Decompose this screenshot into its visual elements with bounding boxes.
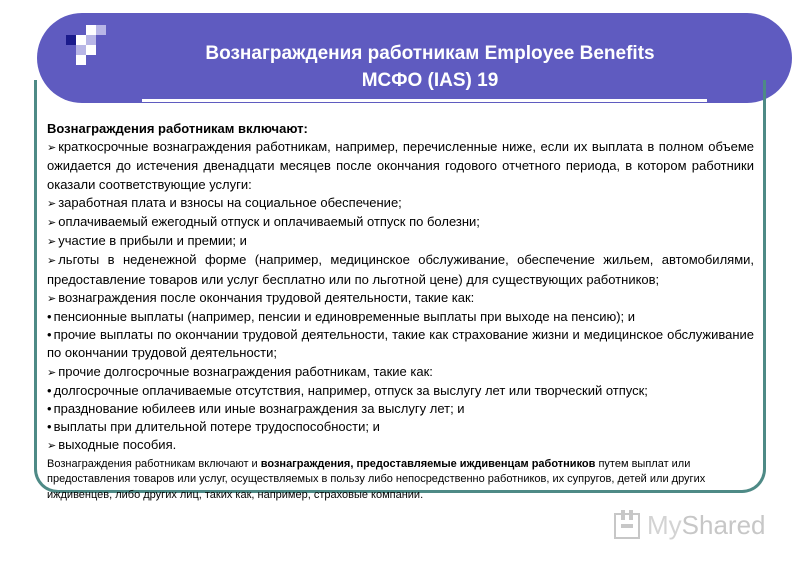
list-item <box>47 418 754 436</box>
list-item <box>47 251 754 288</box>
arrow-bullet-icon: ➢ <box>47 197 57 210</box>
list-item-text: краткосрочные вознаграждения работникам, например, перечисленные ниже, если их выплата в полном объеме ожидается до истечения двенадцати месяцев после окончания годового отчетного периода, в котором работники оказали соответствующие услуги: <box>47 139 754 192</box>
dot-bullet-icon: • <box>47 327 52 343</box>
title-line-2: МСФО (IAS) 19 <box>361 70 499 91</box>
watermark-logo-icon <box>613 508 643 542</box>
arrow-bullet-icon: ➢ <box>47 142 57 155</box>
dot-bullet-icon: • <box>47 309 52 325</box>
arrow-bullet-icon: ➢ <box>47 366 57 379</box>
list-item <box>47 363 754 382</box>
list-item-text: выходные пособия. <box>58 437 177 453</box>
watermark <box>613 508 768 542</box>
list-item <box>47 138 754 194</box>
arrow-bullet-icon: ➢ <box>47 217 57 230</box>
list-item <box>47 326 754 362</box>
list-item-text: прочие выплаты по окончании трудовой деятельности, такие как страхование жизни и медицинское обслуживание по окончании трудовой деятельности; <box>47 327 754 361</box>
list-item <box>47 400 754 418</box>
list-item-text: участие в прибыли и премии; и <box>58 233 247 249</box>
content-heading: Вознаграждения работникам включают: <box>47 121 308 136</box>
list-item-text: заработная плата и взносы на социальное обеспечение; <box>58 194 402 210</box>
arrow-bullet-icon: ➢ <box>47 440 57 453</box>
list-item-text: пенсионные выплаты (например, пенсии и единовременные выплаты при выходе на пенсию); и <box>53 309 636 325</box>
watermark-text: MyShared <box>647 510 766 540</box>
list-item-text: выплаты при длительной потере трудоспособности; и <box>53 419 380 435</box>
list-item-text: долгосрочные оплачиваемые отсутствия, например, отпуск за выслугу лет или творческий отпуск; <box>53 382 648 398</box>
list-item <box>47 308 754 326</box>
list-item <box>47 213 754 232</box>
list-item-text: празднование юбилеев или иные вознаграждения за выслугу лет; и <box>53 401 465 417</box>
dot-bullet-icon: • <box>47 382 52 398</box>
list-item <box>47 382 754 400</box>
list-item-text: льготы в неденежной форме (например, медицинское обслуживание, обеспечение жильем, автомобилями, предоставление товаров или услуг бесплатно или по льготной цене) для существующих работников; <box>47 252 754 287</box>
list-item <box>47 289 754 308</box>
arrow-bullet-icon: ➢ <box>47 255 57 268</box>
arrow-bullet-icon: ➢ <box>47 236 57 249</box>
title-line-1: Вознаграждения работникам Employee Benefits <box>205 43 655 64</box>
list-item <box>47 194 754 213</box>
list-item <box>47 232 754 251</box>
content-body <box>47 120 754 503</box>
list-item-text: прочие долгосрочные вознаграждения работникам, такие как: <box>58 363 433 379</box>
checker-logo-icon <box>66 23 110 67</box>
footer-note: Вознаграждения работникам включают и вознаграждения, предоставляемые иждивенцам работников путем выплат или предоставления товаров или услуг, осуществляемых в пользу либо непосредственно работников, их супругов, детей или других иждивенцев, либо других лиц, таких как, например, страховые компании. <box>47 457 706 501</box>
list-item-text: вознаграждения после окончания трудовой деятельности, такие как: <box>58 289 475 305</box>
dot-bullet-icon: • <box>47 419 52 435</box>
arrow-bullet-icon: ➢ <box>47 292 57 305</box>
list-item <box>47 436 754 455</box>
list-item-text: оплачиваемый ежегодный отпуск и оплачиваемый отпуск по болезни; <box>58 214 480 230</box>
dot-bullet-icon: • <box>47 401 52 417</box>
